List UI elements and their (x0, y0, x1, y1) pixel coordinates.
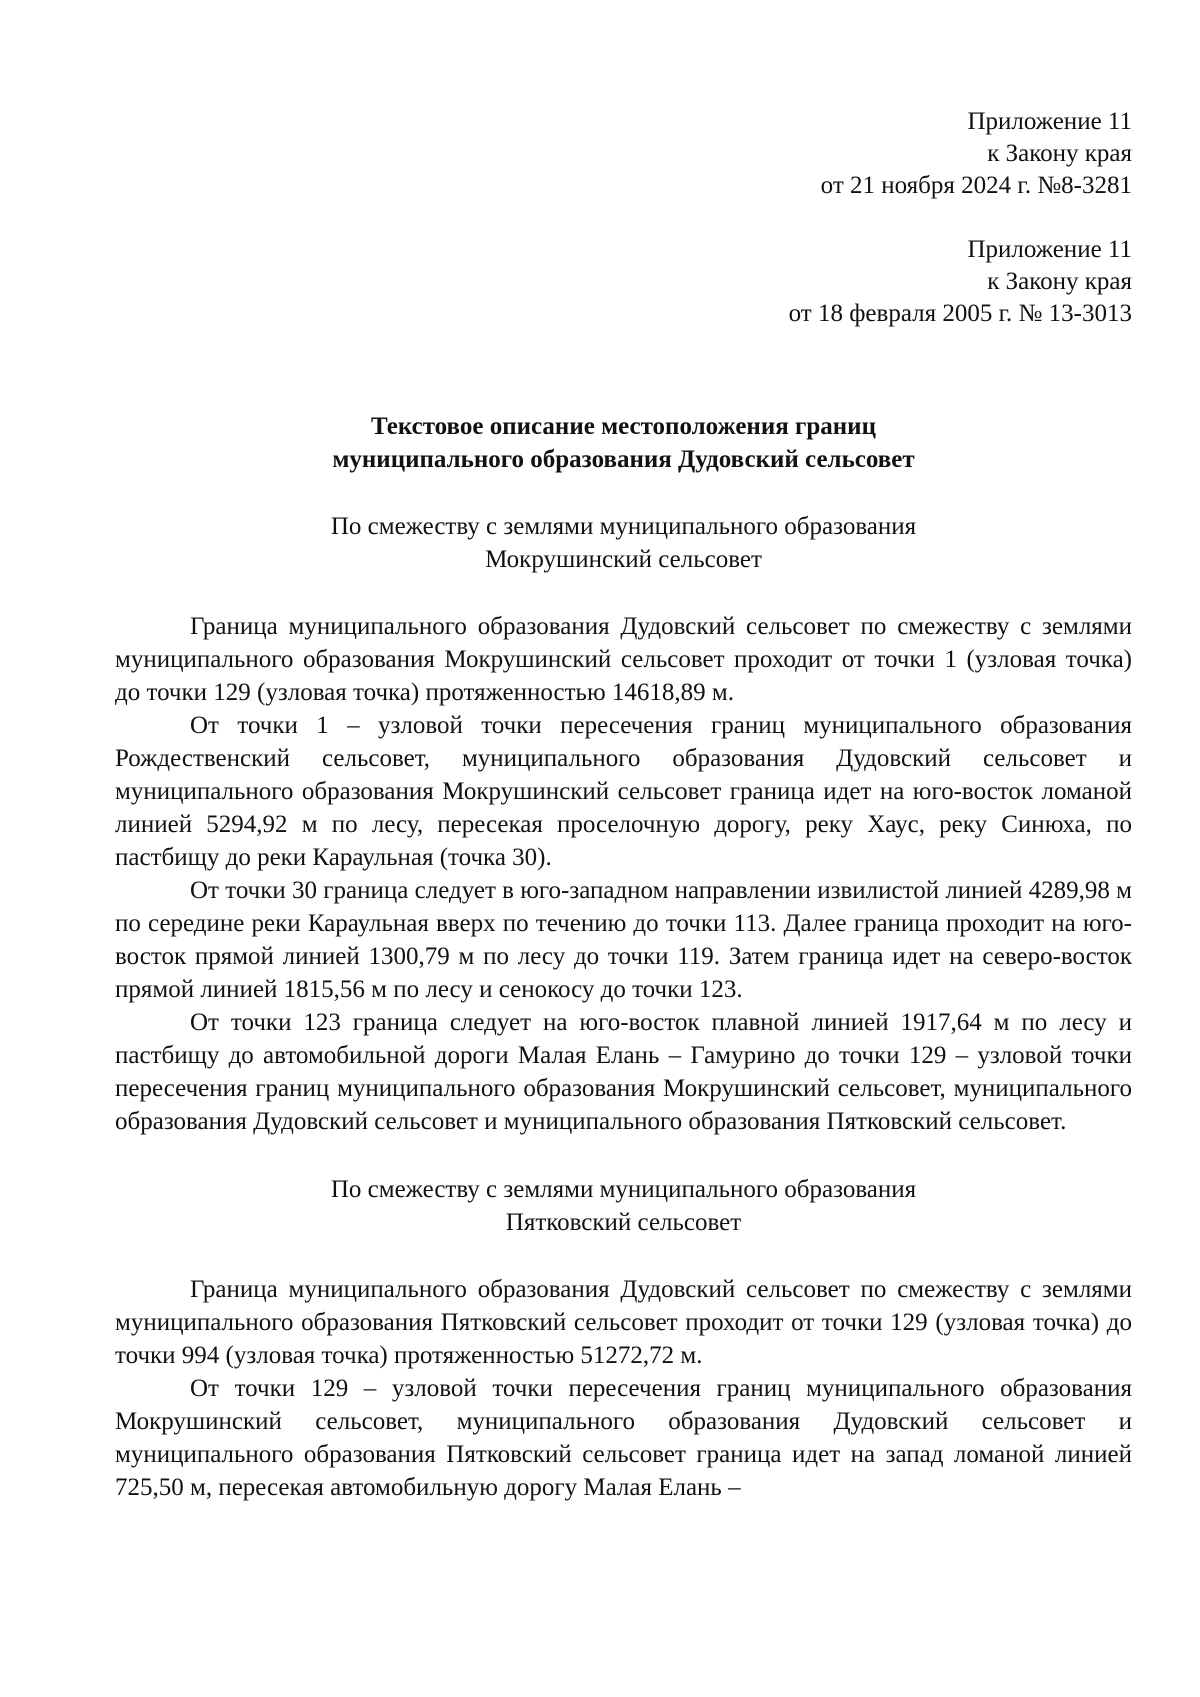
paragraph: От точки 30 граница следует в юго-западном направлении извилистой линией 4289,98 м по середине реки Караульная вверх по течению до точки 113. Далее граница проходит на юго-восток прямой линией 1300,79 м по лесу до точки 119. Затем граница идет на северо-восток прямой линией 1815,56 м по лесу и сенокосу до точки 123. (115, 877, 1132, 1003)
title-line-2: муниципального образования Дудовский сельсовет (332, 446, 915, 473)
section-body-mokrushinsky (115, 610, 1132, 1138)
appendix-header-original (115, 234, 1132, 330)
section-heading-pyatkovsky (115, 1173, 1132, 1239)
appendix-header-current (115, 106, 1132, 202)
section-heading-line-2: Мокрушинский сельсовет (485, 546, 762, 573)
title-line-1: Текстовое описание местоположения границ (371, 413, 876, 440)
section-heading-line-2: Пятковский сельсовет (505, 1209, 742, 1236)
appendix-law-date: от 18 февраля 2005 г. № 13-3013 (788, 300, 1132, 327)
document-page (115, 106, 1132, 1504)
document-title (115, 410, 1132, 476)
paragraph: От точки 129 – узловой точки пересечения границ муниципального образования Мокрушинский сельсовет, муниципального образования Дудовский сельсовет и муниципального образования Пятковский сельсовет граница идет на запад ломаной линией 725,50 м, пересекая автомобильную дорогу Малая Елань – (115, 1375, 1132, 1501)
paragraph: От точки 1 – узловой точки пересечения границ муниципального образования Рождественский сельсовет, муниципального образования Дудовский сельсовет и муниципального образования Мокрушинский сельсовет граница идет на юго-восток ломаной линией 5294,92 м по лесу, пересекая проселочную дорогу, реку Хаус, реку Синюха, по пастбищу до реки Караульная (точка 30). (115, 712, 1132, 871)
paragraph: От точки 123 граница следует на юго-восток плавной линией 1917,64 м по лесу и пастбищу до автомобильной дороги Малая Елань – Гамурино до точки 129 – узловой точки пересечения границ муниципального образования Мокрушинский сельсовет, муниципального образования Дудовский сельсовет и муниципального образования Пятковский сельсовет. (115, 1009, 1132, 1135)
appendix-law-reference: к Закону края (987, 268, 1132, 295)
appendix-law-reference: к Закону края (987, 140, 1132, 167)
appendix-law-date: от 21 ноября 2024 г. №8-3281 (820, 172, 1132, 199)
paragraph: Граница муниципального образования Дудовский сельсовет по смежеству с землями муниципального образования Пятковский сельсовет проходит от точки 129 (узловая точка) до точки 994 (узловая точка) протяженностью 51272,72 м. (115, 1276, 1132, 1369)
appendix-number: Приложение 11 (967, 236, 1132, 263)
section-heading-line-1: По смежеству с землями муниципального образования (330, 513, 917, 540)
section-body-pyatkovsky (115, 1273, 1132, 1504)
section-heading-mokrushinsky (115, 510, 1132, 576)
section-heading-line-1: По смежеству с землями муниципального образования (330, 1176, 917, 1203)
appendix-number: Приложение 11 (967, 108, 1132, 135)
paragraph: Граница муниципального образования Дудовский сельсовет по смежеству с землями муниципального образования Мокрушинский сельсовет проходит от точки 1 (узловая точка) до точки 129 (узловая точка) протяженностью 14618,89 м. (115, 613, 1132, 706)
